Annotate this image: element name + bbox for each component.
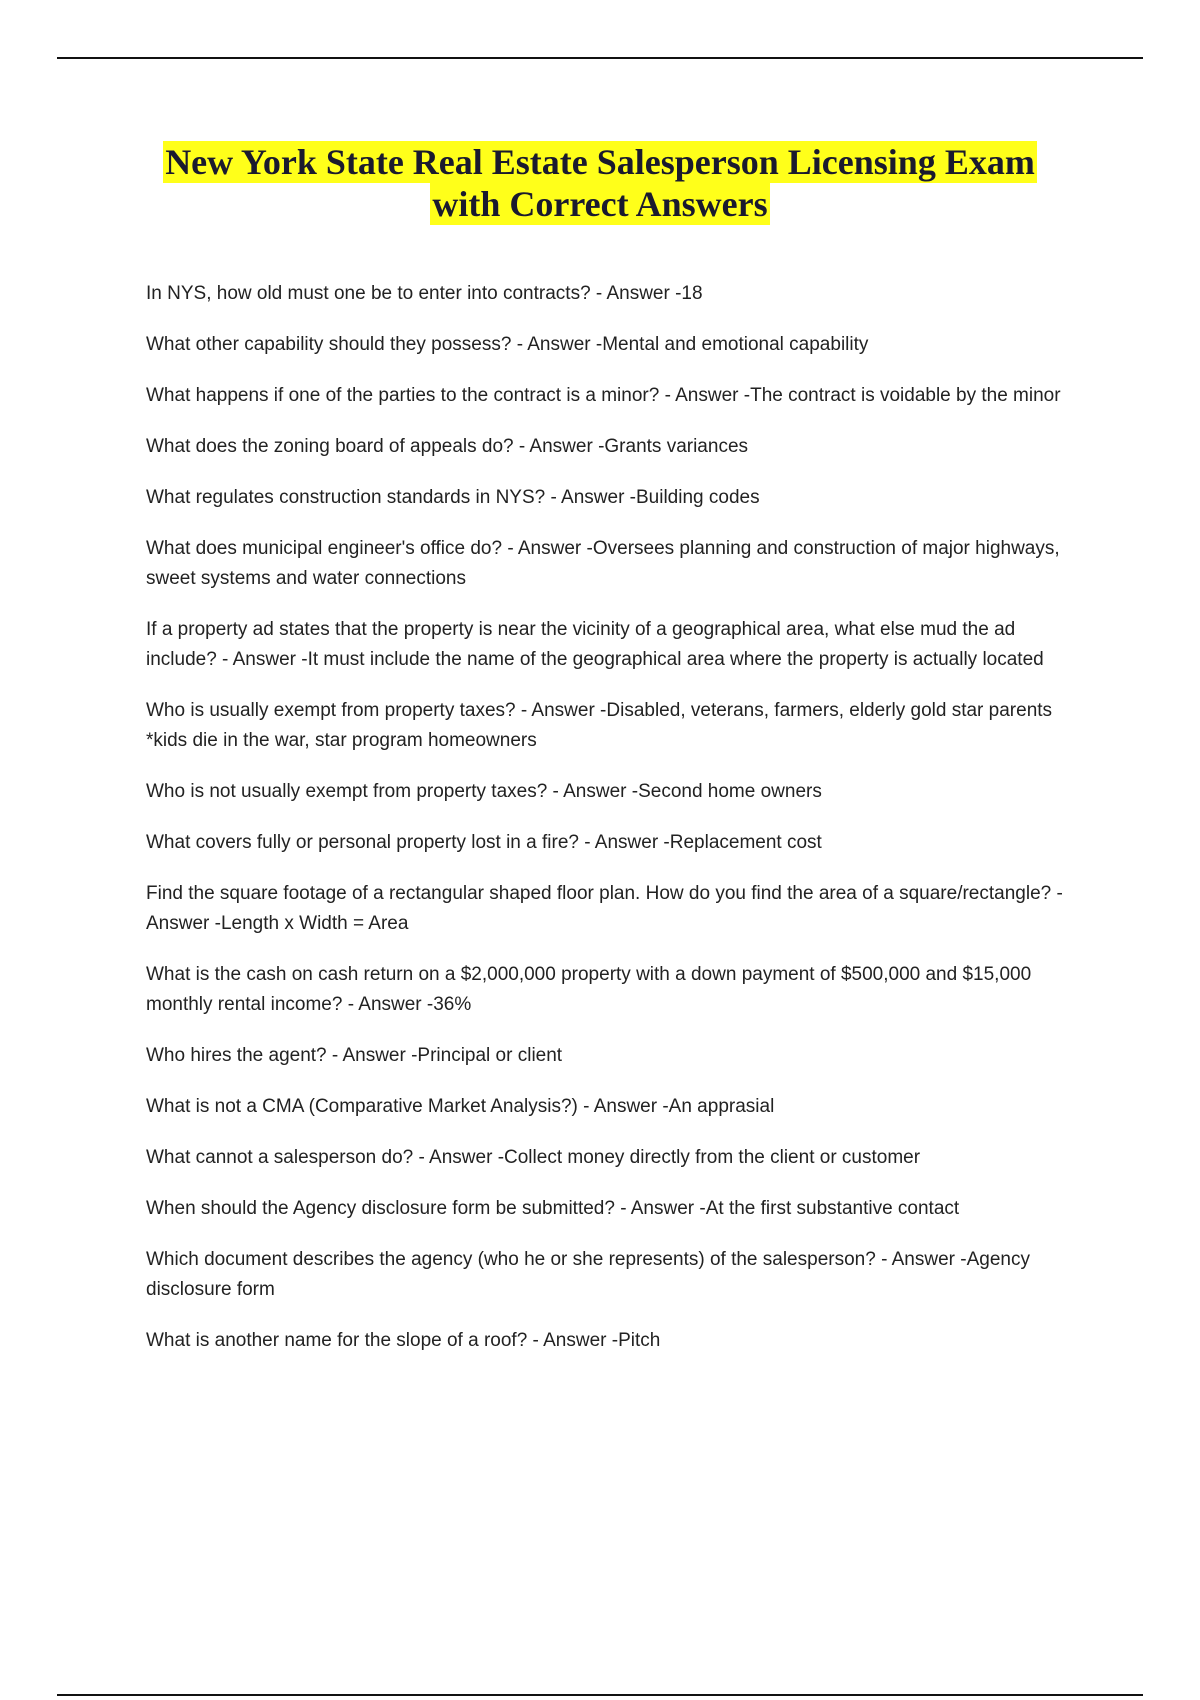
qa-item: If a property ad states that the property is near the vicinity of a geographical area, what else mud the ad include? - Answer -It must include the name of the geographical area where the property is actually located xyxy=(146,619,1044,670)
document-title xyxy=(60,141,1140,225)
qa-item: Who is not usually exempt from property taxes? - Answer -Second home owners xyxy=(146,781,822,802)
qa-item: What other capability should they possess? - Answer -Mental and emotional capability xyxy=(146,334,869,355)
title-line-1: New York State Real Estate Salesperson Licensing Exam xyxy=(165,142,1035,182)
qa-item: Which document describes the agency (who he or she represents) of the salesperson? - Answer -Agency disclosure form xyxy=(146,1249,1030,1300)
qa-item: What happens if one of the parties to the contract is a minor? - Answer -The contract is voidable by the minor xyxy=(146,385,1061,406)
qa-item: What does the zoning board of appeals do? - Answer -Grants variances xyxy=(146,436,749,457)
header-rule xyxy=(57,57,1143,59)
qa-item: Who hires the agent? - Answer -Principal or client xyxy=(146,1045,563,1066)
qa-item: What covers fully or personal property lost in a fire? - Answer -Replacement cost xyxy=(146,832,822,853)
qa-item: In NYS, how old must one be to enter into contracts? - Answer -18 xyxy=(146,283,703,304)
qa-item: What cannot a salesperson do? - Answer -Collect money directly from the client or customer xyxy=(146,1147,921,1168)
qa-item: What does municipal engineer's office do? - Answer -Oversees planning and construction of major highways, sweet systems and water connections xyxy=(146,538,1060,589)
footer-rule xyxy=(57,1694,1143,1696)
title-line-2: with Correct Answers xyxy=(432,184,768,224)
question-answer-list xyxy=(146,279,1091,1377)
qa-item: Find the square footage of a rectangular shaped floor plan. How do you find the area of a square/rectangle? - Answer -Length x Width = Area xyxy=(146,883,1063,934)
qa-item: What regulates construction standards in NYS? - Answer -Building codes xyxy=(146,487,760,508)
qa-item: Who is usually exempt from property taxes? - Answer -Disabled, veterans, farmers, elderly gold star parents *kids die in the war, star program homeowners xyxy=(146,700,1053,751)
qa-item: What is another name for the slope of a roof? - Answer -Pitch xyxy=(146,1330,661,1351)
qa-item: What is the cash on cash return on a $2,000,000 property with a down payment of $500,000 and $15,000 monthly rental income? - Answer -36% xyxy=(146,964,1032,1015)
qa-item: When should the Agency disclosure form be submitted? - Answer -At the first substantive contact xyxy=(146,1198,960,1219)
qa-item: What is not a CMA (Comparative Market Analysis?) - Answer -An apprasial xyxy=(146,1096,775,1117)
